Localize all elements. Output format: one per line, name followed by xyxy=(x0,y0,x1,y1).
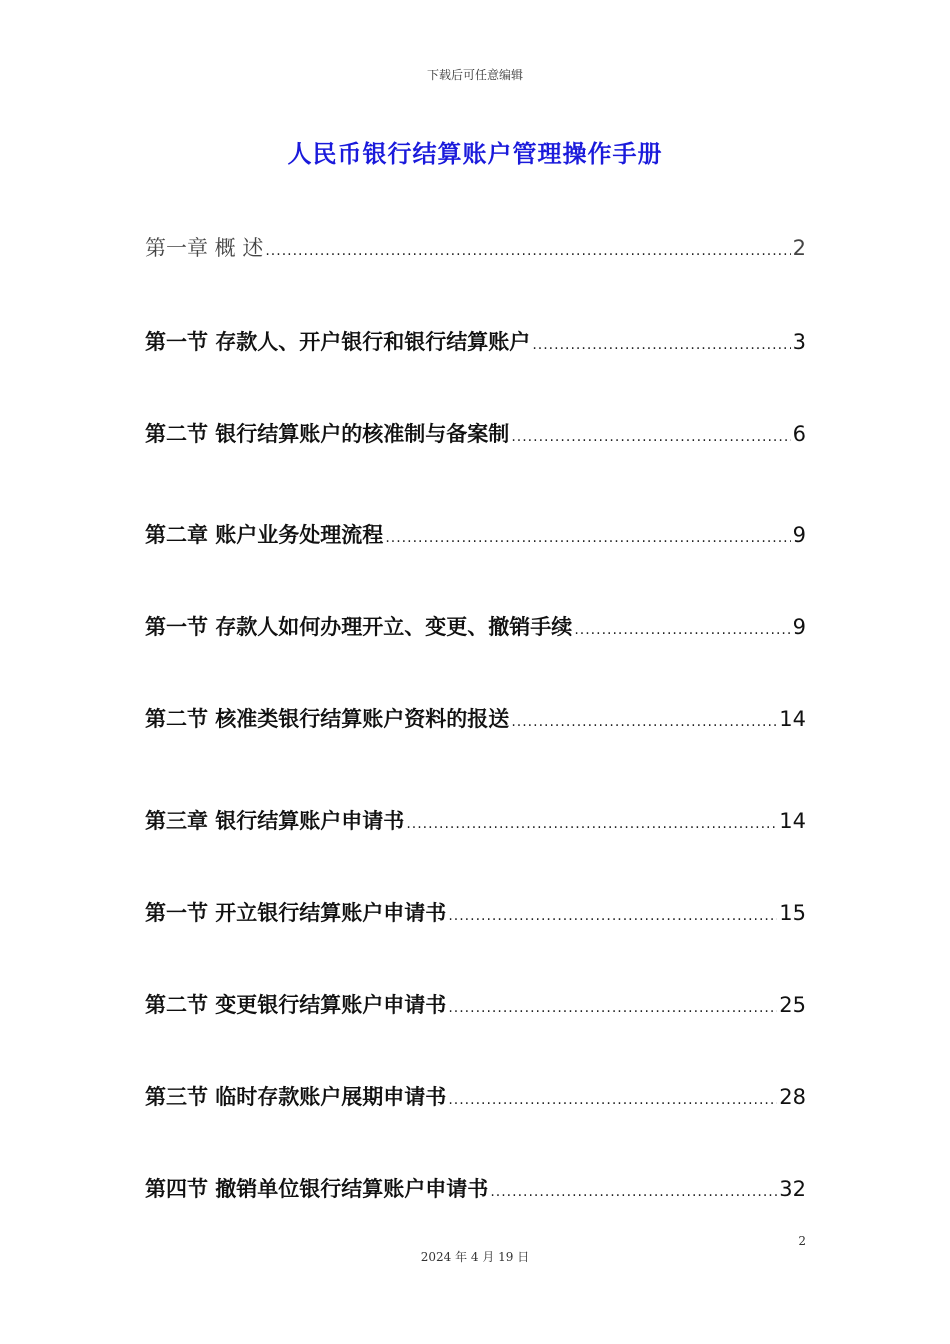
toc-entry-page: 25 xyxy=(779,993,806,1017)
toc-entry-title: 第二节 银行结算账户的核准制与备案制 xyxy=(145,422,510,446)
toc-entry-page: 15 xyxy=(779,901,806,925)
header-note: 下载后可任意编辑 xyxy=(426,68,523,82)
toc-leader-dots xyxy=(448,1000,777,1016)
toc-entry-title: 第二节 变更银行结算账户申请书 xyxy=(145,993,447,1017)
toc-leader-dots xyxy=(490,1184,777,1200)
toc-entry-page: 2 xyxy=(792,236,806,260)
toc-entry-page: 9 xyxy=(792,523,806,547)
document-title: 人民币银行结算账户管理操作手册 xyxy=(287,139,663,168)
toc-leader-dots xyxy=(511,714,777,730)
page-number: 2 xyxy=(798,1234,806,1248)
toc-entry-page: 14 xyxy=(779,707,806,731)
toc-entry-title: 第一节 存款人如何办理开立、变更、撤销手续 xyxy=(145,615,573,639)
toc-entry-title: 第一章 概 述 xyxy=(145,236,264,260)
toc-entry[interactable] xyxy=(145,1081,806,1111)
toc-entry-title: 第一节 存款人、开户银行和银行结算账户 xyxy=(145,330,531,354)
toc-entry-title: 第二节 核准类银行结算账户资料的报送 xyxy=(145,707,510,731)
toc-entry-title: 第三章 银行结算账户申请书 xyxy=(145,809,405,833)
toc-entry-title: 第一节 开立银行结算账户申请书 xyxy=(145,901,447,925)
toc-entry[interactable] xyxy=(145,326,806,356)
toc-leader-dots xyxy=(448,1092,777,1108)
toc-entry-page: 32 xyxy=(779,1177,806,1201)
toc-entry[interactable] xyxy=(145,989,806,1019)
toc-entry[interactable] xyxy=(145,1173,806,1203)
toc-leader-dots xyxy=(532,337,790,353)
toc-leader-dots xyxy=(385,530,790,546)
toc-entry-page: 28 xyxy=(779,1085,806,1109)
toc-entry-title: 第四节 撤销单位银行结算账户申请书 xyxy=(145,1177,489,1201)
toc-entry[interactable] xyxy=(145,897,806,927)
toc-entry[interactable] xyxy=(145,703,806,733)
toc-entry-page: 3 xyxy=(792,330,806,354)
toc-entry-page: 6 xyxy=(792,422,806,446)
toc-leader-dots xyxy=(265,243,790,259)
toc-entry-title: 第二章 账户业务处理流程 xyxy=(145,523,384,547)
toc-entry[interactable] xyxy=(145,418,806,448)
toc-leader-dots xyxy=(511,429,790,445)
toc-entry[interactable] xyxy=(145,519,806,549)
toc-entry[interactable] xyxy=(145,611,806,641)
toc-leader-dots xyxy=(406,816,777,832)
toc-entry[interactable] xyxy=(145,232,806,262)
toc-entry-page: 9 xyxy=(792,615,806,639)
footer-date: 2024 年 4 月 19 日 xyxy=(420,1250,530,1264)
toc-leader-dots xyxy=(448,908,777,924)
toc-entry-title: 第三节 临时存款账户展期申请书 xyxy=(145,1085,447,1109)
toc-entry-page: 14 xyxy=(779,809,806,833)
toc-entry[interactable] xyxy=(145,805,806,835)
toc-leader-dots xyxy=(574,622,790,638)
